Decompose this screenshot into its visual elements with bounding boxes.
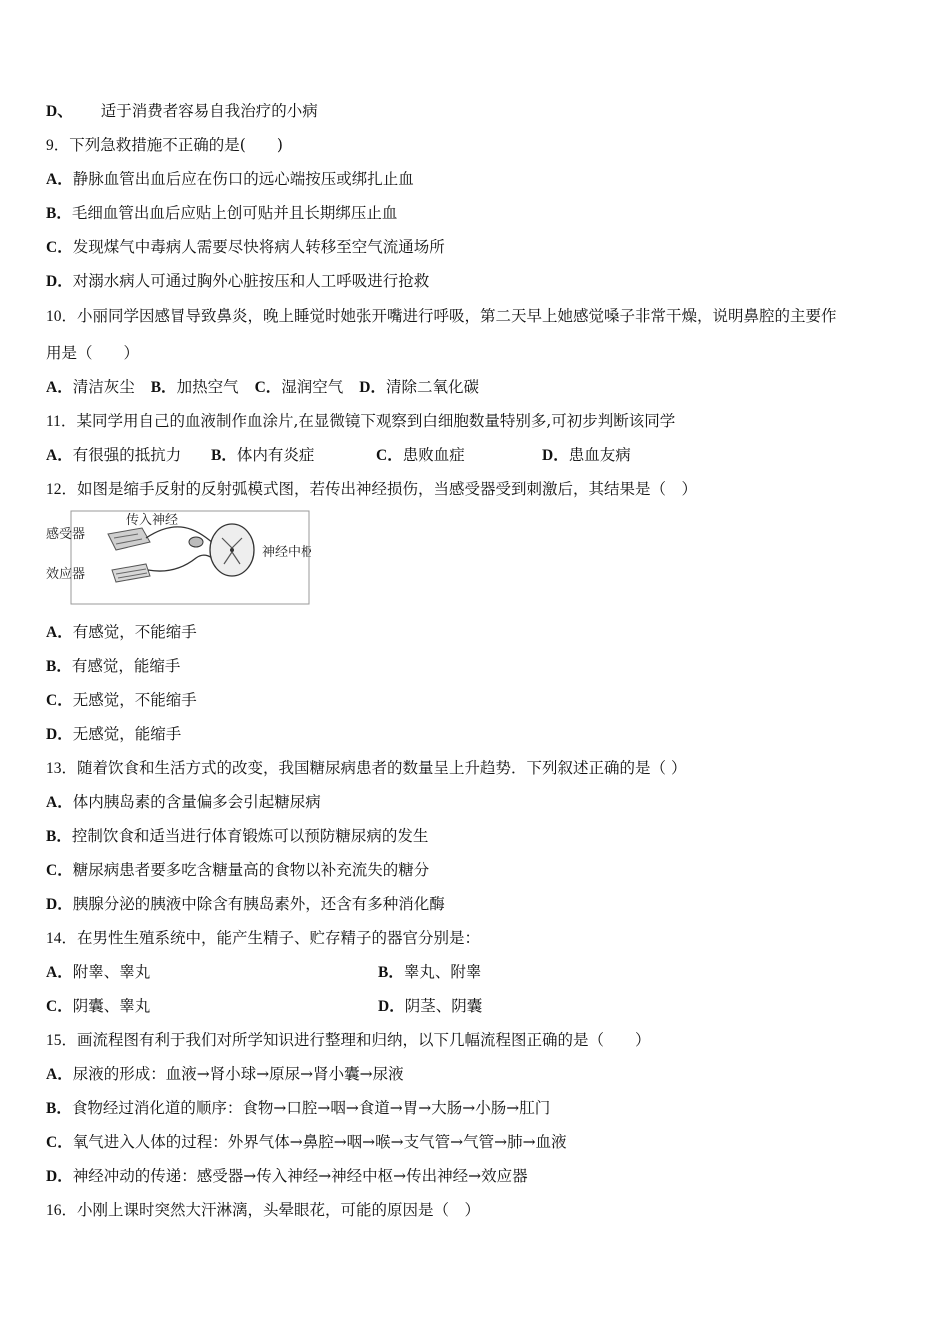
question-9-option-d	[46, 271, 429, 292]
option-label: C．	[254, 379, 282, 396]
question-12-option-a	[46, 622, 197, 643]
question-number: 14．	[46, 930, 78, 947]
option-label: A．	[46, 1066, 73, 1083]
question-13-stem	[46, 758, 686, 779]
option-text: 阴囊、睾丸	[72, 997, 151, 1015]
option-label: D、	[46, 103, 73, 120]
option-label: C．	[46, 239, 73, 256]
question-9-option-b	[46, 203, 397, 224]
option-text: 食物经过消化道的顺序：食物→口腔→咽→食道→胃→大肠→小肠→肛门	[71, 1099, 551, 1117]
option-text: 清洁灰尘	[72, 378, 135, 396]
option-label: B．	[150, 379, 177, 396]
option-label: B．	[46, 828, 72, 845]
question-text: 随着饮食和生活方式的改变，我国糖尿病患者的数量呈上升趋势．下列叙述正确的是（ ）	[77, 759, 687, 777]
option-text: 发现煤气中毒病人需要尽快将病人转移至空气流通场所	[72, 238, 445, 256]
option-label: C．	[46, 692, 73, 709]
option-label: D．	[46, 273, 73, 290]
option-label: A．	[46, 379, 73, 396]
option-text: 阴茎、阴囊	[404, 997, 483, 1015]
option-text: 无感觉，不能缩手	[72, 691, 197, 709]
question-text: 小丽同学因感冒导致鼻炎，晚上睡觉时她张开嘴进行呼吸，第二天早上她感觉嗓子非常干燥，说明鼻腔的主要作	[77, 307, 837, 325]
option-label: A．	[46, 964, 73, 981]
option-text: 清除二氧化碳	[386, 378, 480, 396]
option-label: B．	[378, 964, 404, 981]
spinal-cord-shape	[210, 524, 254, 576]
option-text: 尿液的形成：血液→肾小球→原尿→肾小囊→尿液	[72, 1065, 404, 1083]
option-text: 糖尿病患者要多吃含糖量高的食物以补充流失的糖分	[72, 861, 430, 879]
option-text: 静脉血管出血后应在伤口的远心端按压或绑扎止血	[72, 170, 414, 188]
question-13-option-c	[46, 860, 429, 881]
option-label: B．	[46, 1100, 72, 1117]
option-label: C．	[376, 447, 403, 464]
option-label: D．	[542, 447, 569, 464]
question-number: 13．	[46, 760, 78, 777]
reflex-arc-diagram	[46, 508, 311, 606]
question-11-stem	[46, 411, 675, 432]
option-text: 控制饮食和适当进行体育锻炼可以预防糖尿病的发生	[71, 827, 429, 845]
reflex-arc-svg	[46, 508, 311, 606]
effector-shape	[112, 564, 150, 582]
question-number: 15．	[46, 1032, 78, 1049]
option-text: 对溺水病人可通过胸外心脏按压和人工呼吸进行抢救	[72, 272, 430, 290]
question-number: 12．	[46, 481, 78, 498]
question-9-option-a	[46, 169, 414, 190]
question-14-stem	[46, 928, 480, 949]
option-text: 无感觉，能缩手	[72, 725, 182, 743]
option-label: B．	[46, 658, 72, 675]
option-text: 湿润空气	[281, 378, 344, 396]
option-label: D．	[378, 998, 405, 1015]
option-text: 毛细血管出血后应贴上创可贴并且长期绑压止血	[71, 204, 398, 222]
ganglion-shape	[189, 537, 203, 547]
question-text: 某同学用自己的血液制作血涂片,在显微镜下观察到白细胞数量特别多,可初步判断该同学	[76, 412, 676, 430]
option-text: 有很强的抵抗力	[72, 446, 182, 464]
question-12-option-d	[46, 724, 181, 745]
question-10-stem-cont	[46, 343, 139, 363]
option-text: 适于消费者容易自我治疗的小病	[100, 102, 318, 120]
receptor-shape	[108, 528, 150, 550]
option-label: A．	[46, 794, 73, 811]
option-text: 有感觉，能缩手	[71, 657, 181, 675]
option-label: D．	[46, 1168, 73, 1185]
question-text: 画流程图有利于我们对所学知识进行整理和归纳，以下几幅流程图正确的是（ ）	[77, 1031, 651, 1049]
question-15-option-c	[46, 1132, 567, 1153]
question-13-option-a	[46, 792, 321, 813]
option-text: 神经冲动的传递：感受器→传入神经→神经中枢→传出神经→效应器	[72, 1167, 528, 1185]
option-text: 氧气进入人体的过程：外界气体→鼻腔→咽→喉→支气管→气管→肺→血液	[72, 1133, 567, 1151]
option-text: 胰腺分泌的胰液中除含有胰岛素外，还含有多种消化酶	[72, 895, 445, 913]
question-text: 在男性生殖系统中，能产生精子、贮存精子的器官分别是：	[77, 929, 481, 947]
option-label: C．	[46, 998, 73, 1015]
question-15-stem	[46, 1030, 651, 1051]
question-number: 16．	[46, 1202, 78, 1219]
label-afferent-nerve: 传入神经	[126, 513, 179, 528]
option-label: B．	[46, 205, 72, 222]
question-12-option-c	[46, 690, 197, 711]
question-text: 如图是缩手反射的反射弧模式图，若传出神经损伤，当感受器受到刺激后，其结果是（ ）	[77, 480, 698, 498]
option-text: 有感觉，不能缩手	[72, 623, 197, 641]
option-label: D．	[359, 379, 386, 396]
efferent-nerve-path	[148, 555, 218, 571]
question-15-option-b	[46, 1098, 550, 1119]
question-15-option-d	[46, 1166, 528, 1187]
question-16-stem	[46, 1200, 480, 1221]
question-15-option-a	[46, 1064, 404, 1085]
question-13-option-d	[46, 894, 445, 915]
option-label: A．	[46, 171, 73, 188]
option-label: A．	[46, 447, 73, 464]
question-number: 10．	[46, 308, 78, 325]
option-label: B．	[211, 447, 237, 464]
option-label: C．	[46, 1134, 73, 1151]
option-text: 加热空气	[176, 378, 239, 396]
question-number: 9．	[46, 137, 70, 154]
question-9-option-c	[46, 237, 445, 258]
option-text: 体内胰岛素的含量偏多会引起糖尿病	[72, 793, 321, 811]
question-number: 11．	[46, 413, 77, 430]
question-10-options	[46, 377, 479, 398]
question-text: 下列急救措施不正确的是( )	[69, 136, 283, 154]
label-effector: 效应器	[46, 567, 86, 582]
option-text: 睾丸、附睾	[403, 963, 482, 981]
option-label: C．	[46, 862, 73, 879]
option-label: D．	[46, 896, 73, 913]
option-text: 体内有炎症	[236, 446, 315, 464]
label-receptor: 感受器	[46, 527, 86, 542]
question-14-options-row2	[46, 996, 746, 1017]
question-text: 用是（ ）	[46, 344, 140, 362]
question-14-options-row1	[46, 962, 746, 983]
question-8-option-d	[46, 101, 318, 122]
question-9-stem	[46, 135, 283, 156]
option-label: D．	[46, 726, 73, 743]
question-12-stem	[46, 479, 697, 500]
option-text: 患败血症	[402, 446, 465, 464]
question-10-stem	[46, 306, 837, 327]
question-text: 小刚上课时突然大汗淋漓，头晕眼花，可能的原因是（ ）	[77, 1201, 481, 1219]
afferent-nerve-path	[146, 527, 214, 544]
option-label: A．	[46, 624, 73, 641]
question-13-option-b	[46, 826, 428, 847]
option-text: 附睾、睾丸	[72, 963, 151, 981]
option-text: 患血友病	[568, 446, 631, 464]
question-12-option-b	[46, 656, 180, 677]
label-nerve-center: 神经中枢	[262, 545, 311, 560]
